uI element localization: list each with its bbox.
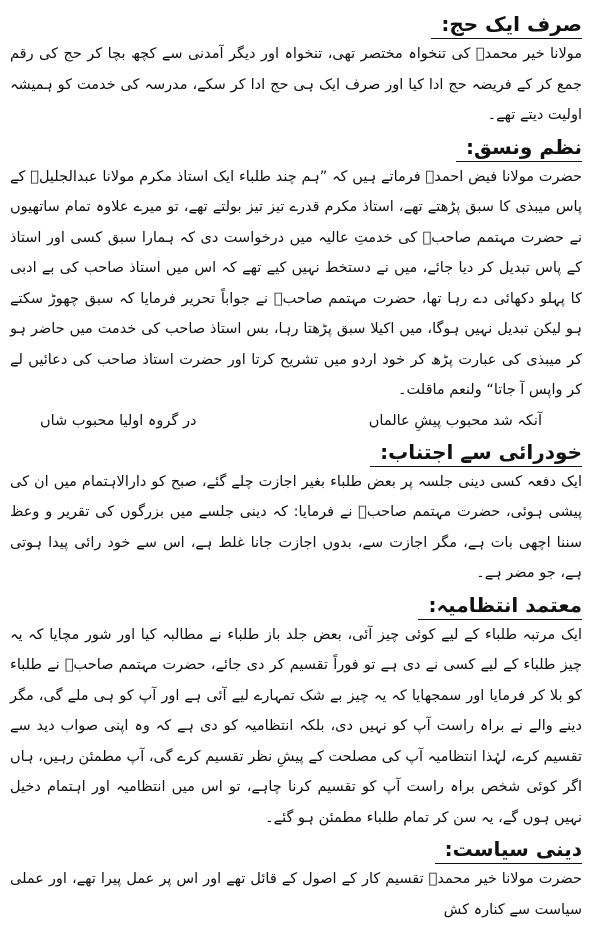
persian-verse — [10, 406, 582, 436]
section-paragraph: حضرت مولانا خیر محمدؒ تقسیم کار کے اصول کے قائل تھے اور اس پر عمل پیرا تھے، اور عملی سیاست سے کنارہ کش — [10, 871, 582, 918]
verse-hemistich-left: در گروہ اولیا محبوب شاں — [40, 412, 197, 429]
section-paragraph: ایک دفعہ کسی دینی جلسہ پر بعض طلباء بغیر اجازت چلے گئے، صبح کو دارالاہتمام میں ان کی پیشی ہوئی، حضرت مہتمم صاحبؒ نے فرمایا: کہ دینی جلسے میں بزرگوں کی تقریر و وعظ سننا اچھی بات ہے، مگر اجازت سے، بدوں اجازت جانا غلط ہے، اس سے خود رائی پیدا ہوتی ہے، جو مضر ہے۔ — [10, 473, 582, 581]
section-heading: نظم ونسق: — [456, 133, 582, 162]
section-paragraph: ایک مرتبہ طلباء کے لیے کوئی چیز آئی، بعض جلد باز طلباء نے مطالبہ کیا اور شور مچایا کہ یہ چیز طلباء کے لیے کسی نے دی ہے تو فوراً تقسیم کر دی جائے، حضرت مہتمم صاحبؒ نے طلباء کو بلا کر فرمایا اور سمجھایا کہ یہ چیز بے شک تمہارے لیے آئی ہے اور آپ کو ہی ملے گی، مگر دینے والے نے براہ راست آپ کو نہیں دی، بلکہ انتظامیہ کو دی ہے کہ وہ اپنی صواب دید سے تقسیم کرے، لہٰذا انتظامیہ آپ کی مصلحت کے پیشِ نظر تقسیم کرے گی، آپ مطمئن رہیں، ہاں اگر کوئی شخص براہ راست آپ کو تقسیم کرنا چاہے، تو اس میں انتظامیہ اور اہتمام دخیل نہیں ہوں گے، یہ سن کر تمام طلباء مطمئن ہو گئے۔ — [10, 626, 582, 826]
section-heading: معتمد انتظامیہ: — [418, 591, 582, 620]
section-paragraph: مولانا خیر محمدؒ کی تنخواہ مختصر تھی، تنخواہ اور دیگر آمدنی سے کچھ بچا کر حج کی رقم جمع کر کے فریضہ حج ادا کیا اور صرف ایک ہی حج ادا کر سکے، مدرسہ کی خدمت کو ہمیشہ اولیت دیتے تھے۔ — [10, 46, 582, 123]
section-heading: خودرائی سے اجتناب: — [370, 438, 582, 467]
verse-hemistich-right: آنکہ شد محبوب پیشِ عالماں — [368, 412, 542, 429]
section-avoid-self-opinion — [10, 438, 582, 589]
section-trusted-administration — [10, 591, 582, 834]
section-single-hajj — [10, 10, 582, 131]
section-discipline — [10, 133, 582, 436]
section-paragraph: حضرت مولانا فیض احمدؒ فرماتے ہیں کہ ”ہم چند طلباء ایک استاذ مکرم مولانا عبدالجلیلؒ کے پاس میبذی کا سبق پڑھتے تھے، استاذ مکرم قدرے تیز تیز بولتے تھے، تو میرے علاوہ تمام ساتھیوں نے حضرت مہتمم صاحبؒ کی خدمتِ عالیہ میں درخواست دی کہ ہمارا سبق کسی اور استاذ کے پاس تبدیل کر دیا جائے، میں نے دستخط نہیں کیے تھے کہ اس میں استاذ صاحب کی بے ادبی کا پہلو دکھائی دے رہا تھا، حضرت مہتمم صاحبؒ نے جواباً تحریر فرمایا کہ سبق چھوڑ سکتے ہو لیکن تبدیل نہیں ہوگا، میں اکیلا سبق پڑھتا رہا، بس استاذ صاحب کی خدمت میں حاضر ہو کر میبذی کی عبارت پڑھ کر خود اردو میں تشریح کرتا اور حضرت استاذ صاحب کی دعائیں لے کر واپس آ جاتا“ ولنعم ماقلت۔ — [10, 168, 582, 398]
section-religious-politics — [10, 835, 582, 925]
section-heading: دینی سیاست: — [435, 835, 582, 864]
section-heading: صرف ایک حج: — [431, 10, 582, 39]
